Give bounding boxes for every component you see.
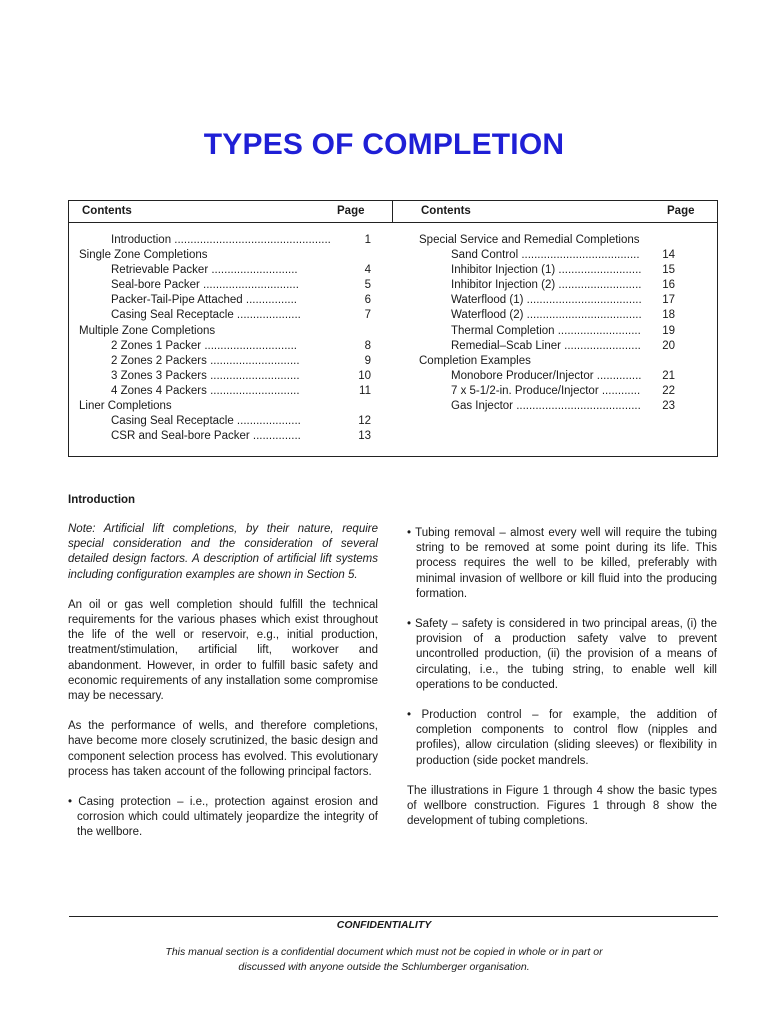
toc-entry-label: 2 Zones 1 Packer ............................. [111, 339, 297, 352]
left-text-column [68, 522, 378, 841]
toc-entry-page: 19 [662, 324, 675, 337]
confidentiality-line-1: This manual section is a confidential document which must not be copied in whole or in part or [165, 946, 603, 958]
toc-entry [419, 263, 675, 278]
toc-entry-label: Thermal Completion .......................... [451, 324, 641, 337]
right-contents-list [419, 233, 675, 414]
toc-entry [419, 339, 675, 354]
toc-entry-label: Inhibitor Injection (2) .......................... [451, 279, 642, 292]
toc-entry-label: Introduction ................................................. [111, 234, 331, 246]
toc-entry-page: 18 [662, 309, 675, 322]
toc-entry [79, 354, 371, 369]
toc-entry-page: 20 [662, 339, 675, 352]
toc-entry [79, 263, 371, 278]
toc-entry-label: Sand Control ..................................... [451, 249, 640, 262]
artificial-lift-note: Note: Artificial lift completions, by their nature, require special consideration and the consideration of several detailed design factors. A description of artificial lift systems including configuration examples are shown in Section 5. [68, 523, 378, 581]
toc-entry-page: 7 [364, 309, 371, 322]
toc-entry-page: 12 [358, 415, 371, 428]
toc-entry-label: Waterflood (1) .................................... [451, 294, 642, 307]
toc-entry [79, 324, 371, 339]
toc-entry-page: 13 [358, 430, 371, 443]
toc-entry-page: 1 [364, 234, 371, 246]
toc-entry [79, 339, 371, 354]
toc-entry [419, 384, 675, 399]
toc-entry-label: 7 x 5-1/2-in. Produce/Injector ............ [451, 384, 641, 397]
toc-entry [79, 384, 371, 399]
toc-entry [419, 399, 675, 414]
toc-entry [419, 233, 675, 248]
bullet-production-control: • Production control – for example, the addition of completion components to control flow (nipples and profiles), allow circulation (sliding sleeves) or flexibility in production (side pocket mandrels. [407, 709, 717, 767]
toc-entry-label: Liner Completions [79, 400, 172, 413]
left-contents-list [79, 233, 371, 444]
toc-entry [419, 369, 675, 384]
toc-entry-label: Seal-bore Packer .............................. [111, 279, 299, 292]
contents-table [68, 200, 718, 457]
toc-entry [79, 233, 371, 248]
toc-entry-page: 10 [358, 369, 371, 382]
toc-entry-label: Special Service and Remedial Completions [419, 234, 640, 246]
toc-entry [419, 248, 675, 263]
confidentiality-line-2: discussed with anyone outside the Schlumberger organisation. [238, 960, 530, 973]
paragraph-requirements: An oil or gas well completion should fulfill the technical requirements for the various phases which exist throughout the life of the well or reservoir, e.g., initial production, treatment/stimulation, artificial lift, workover and abandonment. However, in order to fulfill basic safety and economic requirements of any installation some compromise may be necessary. [68, 598, 378, 703]
toc-entry-label: Multiple Zone Completions [79, 324, 216, 337]
toc-entry-label: Monobore Producer/Injector .............. [451, 369, 642, 382]
confidentiality-notice [0, 945, 768, 974]
toc-entry-page: 17 [662, 294, 675, 307]
toc-entry-page: 5 [364, 279, 371, 292]
toc-entry-label: 2 Zones 2 Packers ............................ [111, 354, 300, 367]
left-page-header: Page [337, 205, 365, 217]
toc-entry [79, 278, 371, 293]
header-divider [392, 201, 393, 222]
toc-entry [79, 369, 371, 384]
toc-entry-label: Completion Examples [419, 354, 531, 367]
toc-entry [419, 324, 675, 339]
toc-entry [419, 293, 675, 308]
right-contents-header: Contents [421, 205, 471, 217]
toc-entry-page: 6 [364, 294, 371, 307]
right-page-header: Page [667, 205, 695, 217]
bullet-tubing-removal: • Tubing removal – almost every well will require the tubing string to be removed at some point during its life. This process requires the well to be killed, preferably with minimal invasion of wellbore or kill fluid into the producing formation. [407, 527, 717, 600]
toc-entry [419, 354, 675, 369]
footer-rule [69, 916, 718, 917]
left-contents-header: Contents [82, 205, 132, 217]
toc-entry [79, 308, 371, 323]
toc-entry-page: 8 [364, 339, 371, 352]
toc-entry [79, 414, 371, 429]
toc-entry [79, 293, 371, 308]
toc-entry-page: 23 [662, 400, 675, 413]
right-text-column [407, 526, 717, 829]
toc-entry-label: 3 Zones 3 Packers ............................ [111, 369, 300, 382]
page-title: TYPES OF COMPLETION [203, 128, 565, 161]
header-rule [69, 222, 717, 223]
toc-entry [79, 399, 371, 414]
toc-entry-label: 4 Zones 4 Packers ............................ [111, 384, 300, 397]
toc-entry-label: Inhibitor Injection (1) .......................... [451, 264, 642, 277]
bullet-safety: • Safety – safety is considered in two principal areas, (i) the provision of a production safety valve to prevent uncontrolled production, (ii) the provision of a means of circulating, i.e., the tubing string, to enable well kill operations to be conducted. [407, 618, 717, 691]
toc-entry-page: 15 [662, 264, 675, 277]
toc-entry-label: Casing Seal Receptacle .................... [111, 415, 301, 428]
toc-entry-label: Packer-Tail-Pipe Attached ................ [111, 294, 297, 307]
toc-entry-page: 16 [662, 279, 675, 292]
toc-entry-label: Retrievable Packer ........................... [111, 264, 298, 277]
confidentiality-heading: CONFIDENTIALITY [336, 919, 432, 931]
bullet-casing-protection: • Casing protection – i.e., protection against erosion and corrosion which could ultimately jeopardize the integrity of the wellbore. [68, 796, 378, 839]
toc-entry-page: 21 [662, 369, 675, 382]
introduction-heading: Introduction [68, 494, 136, 506]
toc-entry-page: 14 [662, 249, 675, 262]
toc-entry-label: CSR and Seal-bore Packer ............... [111, 430, 301, 443]
toc-entry-page: 22 [662, 384, 675, 397]
paragraph-evolution: As the performance of wells, and therefore completions, have become more closely scrutinized, the basic design and component selection process has evolved. This evolutionary process has taken account of the following principal factors. [68, 720, 378, 778]
toc-entry [79, 429, 371, 444]
toc-entry-page: 4 [364, 264, 371, 277]
toc-entry-label: Gas Injector ....................................... [451, 400, 641, 413]
toc-entry-label: Remedial–Scab Liner ........................ [451, 339, 641, 352]
toc-entry-label: Casing Seal Receptacle .................... [111, 309, 301, 322]
toc-entry-page: 9 [364, 354, 371, 367]
paragraph-illustrations: The illustrations in Figure 1 through 4 show the basic types of wellbore construction. Figures 1 through 8 show the development of tubing completions. [407, 784, 717, 828]
toc-entry-label: Single Zone Completions [79, 249, 208, 262]
toc-entry-label: Waterflood (2) .................................... [451, 309, 642, 322]
toc-entry [419, 308, 675, 323]
toc-entry [79, 248, 371, 263]
toc-entry-page: 11 [359, 384, 371, 397]
toc-entry [419, 278, 675, 293]
